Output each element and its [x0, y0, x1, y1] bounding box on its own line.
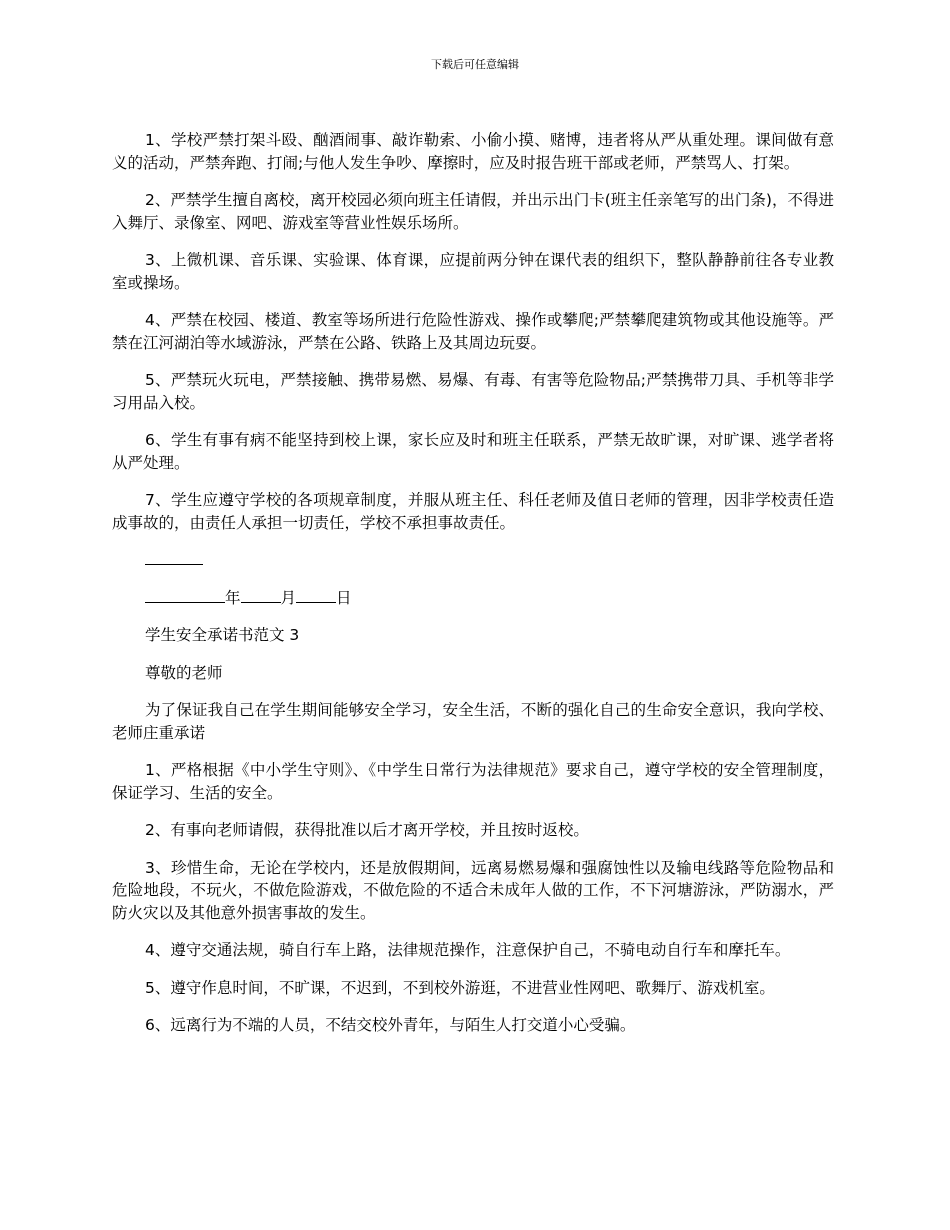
rule-paragraph: 4、严禁在校园、楼道、教室等场所进行危险性游戏、操作或攀爬;严禁攀爬建筑物或其他设施等。严禁在江河湖泊等水域游泳，严禁在公路、铁路上及其周边玩耍。	[112, 311, 834, 352]
promise-item: 2、有事向老师请假，获得批准以后才离开学校，并且按时返校。	[145, 821, 589, 839]
document-body	[112, 129, 834, 1052]
page-header-note: 下载后可任意编辑	[431, 58, 519, 71]
day-blank	[296, 588, 336, 603]
date-line	[112, 587, 834, 610]
promise-item: 6、远离行为不端的人员，不结交校外青年，与陌生人打交道小心受骗。	[145, 1016, 636, 1034]
rule-paragraph: 7、学生应遵守学校的各项规章制度，并服从班主任、科任老师及值日老师的管理，因非学校责任造成事故的，由责任人承担一切责任，学校不承担事故责任。	[112, 491, 834, 532]
day-label: 日	[336, 588, 352, 607]
rule-paragraph: 6、学生有事有病不能坚持到校上课，家长应及时和班主任联系，严禁无故旷课，对旷课、逃学者将从严处理。	[112, 431, 834, 472]
year-label: 年	[225, 588, 241, 607]
year-blank	[145, 588, 225, 603]
rule-paragraph: 3、上微机课、音乐课、实验课、体育课，应提前两分钟在课代表的组织下，整队静静前往各专业教室或操场。	[112, 251, 834, 292]
promise-item: 3、珍惜生命，无论在学校内，还是放假期间，远离易燃易爆和强腐蚀性以及输电线路等危险物品和危险地段，不玩火，不做危险游戏，不做危险的不适合未成年人做的工作，不下河塘游泳，严防溺水，严防火灾以及其他意外损害事故的发生。	[112, 858, 834, 922]
promise-item: 4、遵守交通法规，骑自行车上路，法律规范操作，注意保护自己，不骑电动自行车和摩托车。	[145, 941, 791, 959]
promise-item: 1、严格根据《中小学生守则》、《中学生日常行为法律规范》要求自己，遵守学校的安全管理制度，保证学习、生活的安全。	[112, 761, 834, 802]
month-blank	[241, 588, 281, 603]
signature-blank	[145, 550, 203, 565]
signature-line	[112, 549, 834, 572]
rule-paragraph: 1、学校严禁打架斗殴、酗酒闹事、敲诈勒索、小偷小摸、赌博，违者将从严从重处理。课间做有意义的活动，严禁奔跑、打闹;与他人发生争吵、摩擦时，应及时报告班干部或老师，严禁骂人、打架。	[112, 131, 834, 172]
rule-paragraph: 2、严禁学生擅自离校，离开校园必须向班主任请假，并出示出门卡(班主任亲笔写的出门条)，不得进入舞厅、录像室、网吧、游戏室等营业性娱乐场所。	[112, 191, 834, 232]
intro-paragraph: 为了保证我自己在学生期间能够安全学习，安全生活，不断的强化自己的生命安全意识，我向学校、老师庄重承诺	[112, 701, 834, 742]
section-title: 学生安全承诺书范文 3	[145, 626, 300, 644]
salutation: 尊敬的老师	[145, 663, 223, 682]
promise-item: 5、遵守作息时间，不旷课，不迟到，不到校外游逛，不进营业性网吧、歌舞厅、游戏机室。	[145, 978, 775, 997]
month-label: 月	[280, 588, 297, 607]
rule-paragraph: 5、严禁玩火玩电，严禁接触、携带易燃、易爆、有毒、有害等危险物品;严禁携带刀具、手机等非学习用品入校。	[112, 371, 834, 412]
